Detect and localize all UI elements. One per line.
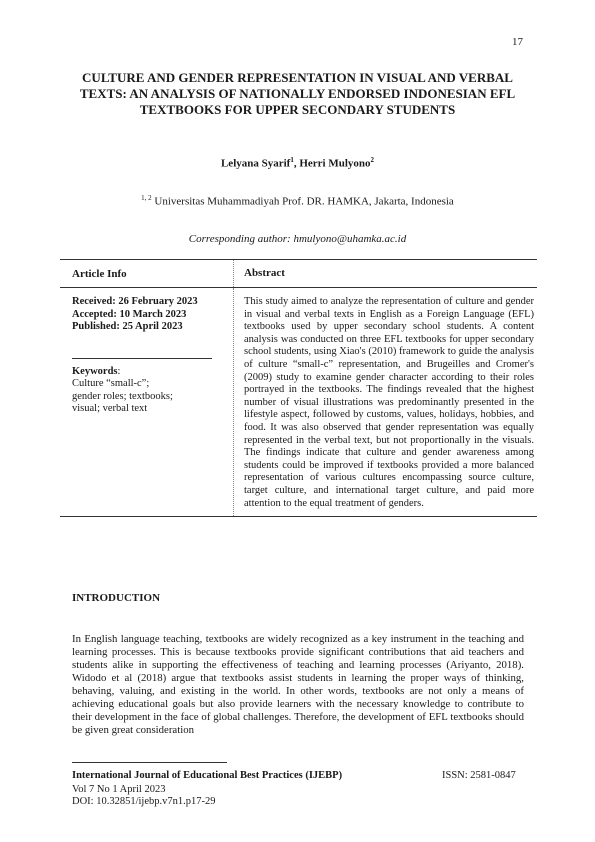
author-separator: , (293, 157, 300, 170)
received-date: Received: 26 February 2023 (72, 296, 198, 307)
accepted-date: Accepted: 10 March 2023 (72, 308, 187, 320)
affiliation-text: Universitas Muhammadiyah Prof. DR. HAMKA, Jakarta, Indonesia (151, 195, 454, 208)
keywords-heading (72, 366, 233, 379)
article-dates (72, 296, 233, 334)
keywords-divider (72, 358, 212, 359)
article-info-column (60, 288, 233, 516)
keywords-colon: : (117, 365, 121, 377)
table-header-row (60, 260, 537, 287)
volume-info: Vol 7 No 1 April 2023 (72, 784, 166, 795)
journal-name: International Journal of Educational Best Practices (IJEBP) (72, 770, 343, 781)
corresponding-author: Corresponding author: hmulyono@uhamka.ac.id (188, 233, 407, 245)
keyword-line: gender roles; textbooks; (72, 390, 173, 402)
paper-title: CULTURE AND GENDER REPRESENTATION IN VISUAL AND VERBAL TEXTS: AN ANALYSIS OF NATIONALLY ENDORSED INDONESIAN EFL TEXTBOOKS FOR UPPER SECONDARY STUDENTS (79, 70, 516, 117)
abstract-text: This study aimed to analyze the representation of culture and gender in visual and verbal texts in English as a Foreign Language (EFL) textbooks used by upper secondary school students. A content analysis was conducted on three EFL textbooks for upper secondary school students, using Xiao's (2010) framework to guide the analysis of culture “small-c” representation, and Brugeilles and Cromer's (2009) study to examine gender character according to their roles portrayed in the textbooks. The findings revealed that the highest number of visual illustrations was predominantly presented in the lifestyle aspect, followed by customs, values, holidays, hobbies, and food. It was also observed that gender representation was equally represented in the verbal text, but not proportionally in the visuals. The findings indicate that culture and gender awareness among students could be improved if textbooks provided a more balanced representation of various cultures encompassing source culture, target culture, and international target culture, and paid more attention to the equal treatment of genders. (233, 288, 537, 516)
article-info-heading: Article Info (72, 267, 127, 280)
affiliation (72, 194, 523, 208)
author-affiliation-mark: 2 (370, 156, 375, 164)
published-date: Published: 25 April 2023 (72, 321, 183, 332)
author-name: Lelyana Syarif (220, 157, 291, 170)
article-info-table (60, 259, 537, 517)
doi: DOI: 10.32851/ijebp.v7n1.p17-29 (72, 796, 216, 807)
author-line (72, 156, 523, 170)
keyword-line: Culture “small-c”; (72, 378, 150, 389)
keyword-line: visual; verbal text (72, 403, 148, 414)
table-bottom-rule (60, 516, 537, 517)
keywords-label: Keywords (72, 365, 118, 377)
author-affiliation-mark: 1 (290, 156, 294, 164)
footer-rule (72, 762, 227, 763)
abstract-heading: Abstract (233, 260, 537, 287)
issn: ISSN: 2581-0847 (442, 770, 516, 781)
author-name: Herri Mulyono (299, 157, 371, 170)
affiliation-mark: 1, 2 (141, 194, 152, 202)
table-body-row (60, 288, 537, 516)
page-number: 17 (512, 36, 523, 48)
section-heading-introduction: INTRODUCTION (72, 592, 161, 604)
introduction-paragraph: In English language teaching, textbooks are widely recognized as a key instrument in the teaching and learning processes. This is because textbooks provide significant contributions that aid teachers and students alike in supporting the effectiveness of teaching and learning processes (Ariyanto, 2018). Widodo et al (2018) argue that textbooks assist students in learning the proper ways of thinking, behaving, valuing, and existing in the world. In other words, textbooks are not only a means of achieving educational goals but also provide learners with the necessary knowledge to contribute to their development in the face of global challenges. Therefore, the development of EFL textbooks should be given great consideration (72, 633, 524, 736)
